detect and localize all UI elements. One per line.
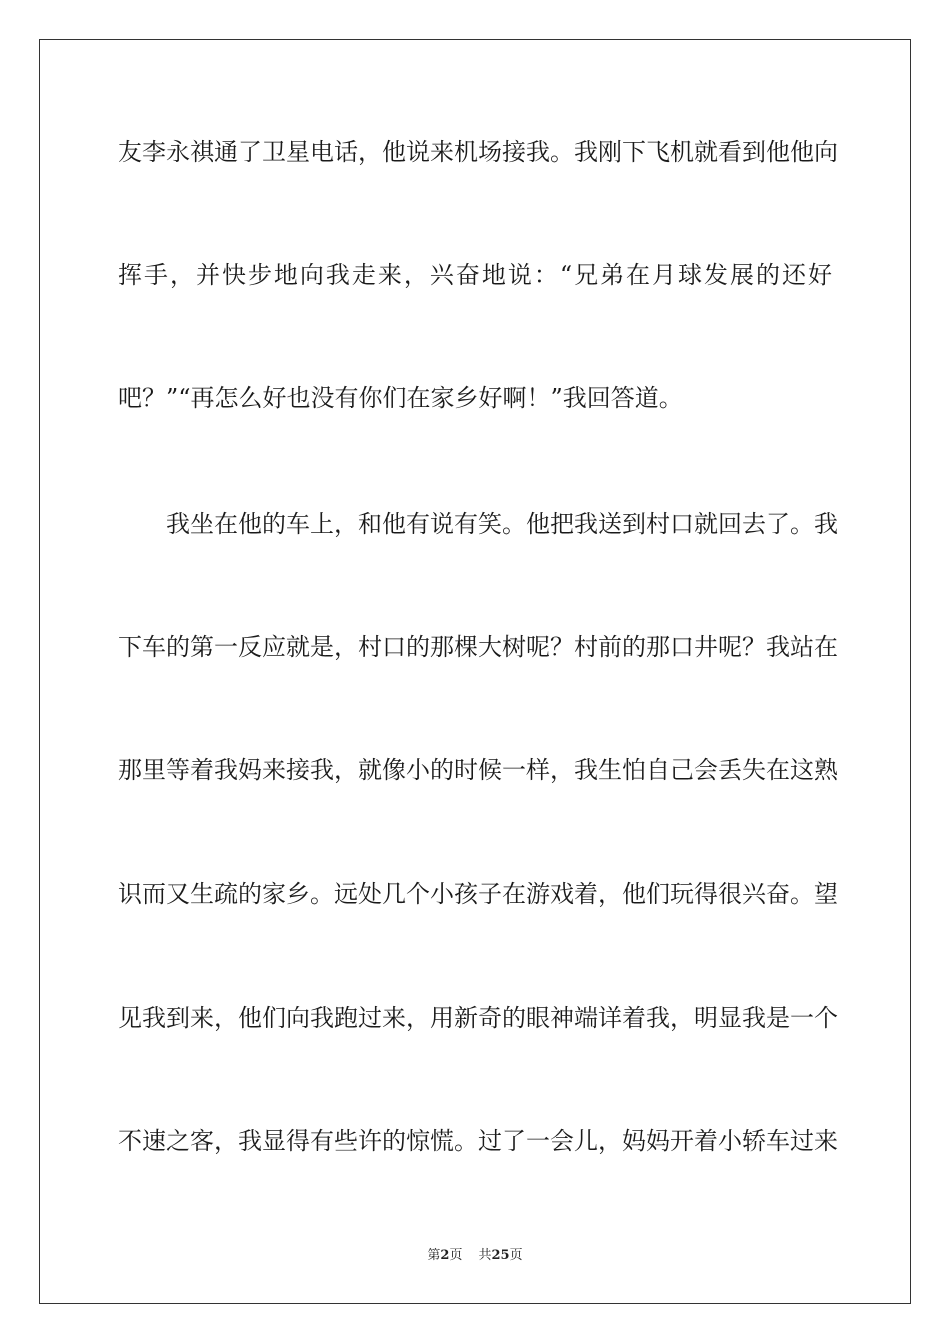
- page-footer: [0, 1246, 950, 1266]
- footer-total-prefix: 共: [478, 1248, 492, 1263]
- text-line: 友李永祺通了卫星电话，他说来机场接我。我刚下飞机就看到他他向: [118, 138, 838, 166]
- footer-total-suffix: 页: [509, 1248, 523, 1263]
- text-line: 吧？”“再怎么好也没有你们在家乡好啊！”我回答道。: [118, 384, 683, 412]
- footer-page-number: 2: [440, 1248, 450, 1263]
- text-line: 不速之客，我显得有些许的惊慌。过了一会儿，妈妈开着小轿车过来: [118, 1127, 838, 1155]
- footer-page-suffix: 页: [449, 1248, 463, 1263]
- text-line: 识而又生疏的家乡。远处几个小孩子在游戏着，他们玩得很兴奋。望: [118, 880, 838, 908]
- footer-total-pages: 25: [491, 1248, 510, 1263]
- text-line: 我坐在他的车上，和他有说有笑。他把我送到村口就回去了。我: [166, 510, 838, 538]
- page-frame: [39, 39, 911, 1304]
- footer-page-prefix: 第: [427, 1248, 441, 1263]
- text-line: 见我到来，他们向我跑过来，用新奇的眼神端详着我，明显我是一个: [118, 1004, 838, 1032]
- text-line: 那里等着我妈来接我，就像小的时候一样，我生怕自己会丢失在这熟: [118, 756, 838, 784]
- text-line: 挥手，并快步地向我走来，兴奋地说：“兄弟在月球发展的还好: [118, 261, 832, 289]
- text-line: 下车的第一反应就是，村口的那棵大树呢？村前的那口井呢？我站在: [118, 633, 838, 661]
